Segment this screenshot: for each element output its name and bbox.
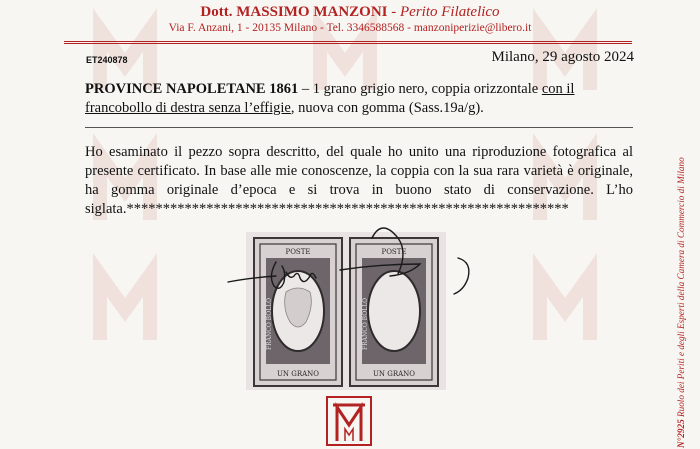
right-stamp-value-label: UN GRANO bbox=[372, 370, 416, 378]
left-stamp-value-label: UN GRANO bbox=[276, 370, 320, 378]
registry-text: Ruolo dei Periti e degli Esperti della Camera di Commercio di Milano bbox=[676, 157, 686, 420]
certificate-body: Ho esaminato il pezzo sopra descritto, del quale ho unito una riproduzione fotografica al presente certificato. In base alle mie conoscenze, la coppia con la sua rara varietà è originale, ha gomma originale d’epoca e si trova in buono stato di conservazione. L’ho siglata.************************************************************* bbox=[85, 144, 633, 217]
description-variety: con il francobollo di destra senza l’effigie bbox=[85, 81, 575, 116]
expert-title: Perito Filatelico bbox=[400, 4, 500, 20]
right-stamp-top-label: POSTE bbox=[381, 248, 407, 256]
certificate-date: Milano, 29 agosto 2024 bbox=[491, 49, 634, 65]
left-stamp-top-label: POSTE bbox=[285, 248, 311, 256]
certificate-reference: ET240878 bbox=[86, 55, 128, 65]
expert-name-separator: - bbox=[387, 4, 400, 20]
description-part2: , nuova con gomma (Sass.19a/g). bbox=[290, 100, 484, 116]
registry-note bbox=[676, 8, 686, 448]
expert-address: Via F. Anzani, 1 - 20135 Milano - Tel. 3346588568 - manzoniperizie@libero.it bbox=[168, 22, 532, 34]
right-stamp-side-label: FRANCO BOLLO bbox=[362, 297, 369, 350]
expert-logo bbox=[325, 395, 373, 449]
expert-name: Dott. MASSIMO MANZONI bbox=[200, 4, 388, 20]
description-dash: – bbox=[298, 81, 313, 97]
description-title: PROVINCE NAPOLETANE 1861 bbox=[85, 81, 299, 97]
description-part1: 1 grano grigio nero, coppia orizzontale bbox=[312, 81, 542, 97]
registry-number: N°2925 bbox=[676, 419, 686, 448]
left-stamp-side-label: FRANCO BOLLO bbox=[266, 297, 273, 350]
